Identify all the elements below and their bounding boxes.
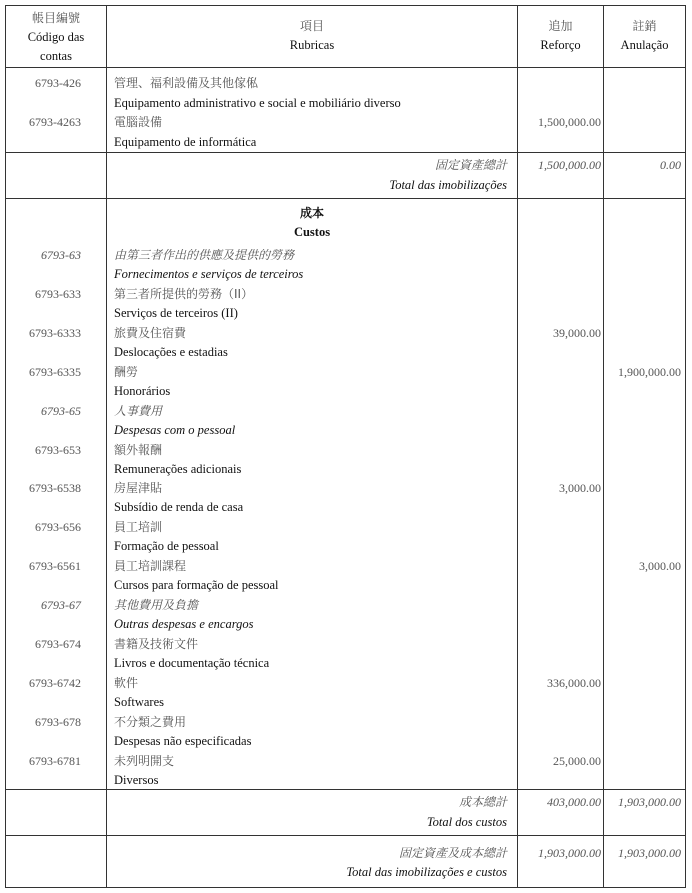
costs-total-ann: 1,903,000.00 [618, 795, 681, 809]
grid-line-header-bottom [5, 67, 686, 68]
costs-row-zh: 書籍及技術文件 [114, 637, 199, 651]
costs-row-code: 6793-653 [35, 443, 81, 457]
assets-row-code: 6793-4263 [29, 115, 81, 129]
costs-row-zh: 員工培訓 [114, 520, 163, 534]
header-rubric-zh: 項目 [299, 19, 324, 33]
costs-row-zh: 員工培訓課程 [114, 559, 187, 573]
costs-row-pt: Despesas com o pessoal [114, 423, 236, 437]
costs-title-zh: 成本 [299, 206, 324, 220]
costs-row-zh: 第三者所提供的勞務（II） [114, 287, 254, 301]
header-code-zh: 帳目編號 [31, 11, 80, 25]
costs-row-pt: Diversos [114, 773, 159, 787]
costs-row-zh: 旅費及住宿費 [114, 326, 187, 340]
costs-row-zh: 房屋津貼 [114, 481, 163, 495]
grand-total-add: 1,903,000.00 [538, 846, 601, 860]
header-code-pt-line2: contas [40, 49, 72, 63]
assets-total-pt: Total das imobilizações [389, 178, 507, 192]
costs-row-code: 6793-6742 [29, 676, 81, 690]
costs-row-code: 6793-6333 [29, 326, 81, 340]
header-ann-zh: 註銷 [632, 19, 657, 33]
costs-row-pt: Softwares [114, 695, 164, 709]
costs-row-pt: Livros e documentação técnica [114, 656, 270, 670]
costs-row-pt: Formação de pessoal [114, 539, 219, 553]
costs-row-add: 39,000.00 [553, 326, 601, 340]
grid-col-rubric [517, 5, 518, 887]
costs-title-pt: Custos [293, 225, 331, 239]
costs-row-zh: 由第三者作出的供應及提供的勞務 [114, 248, 295, 262]
costs-row-pt: Deslocações e estadias [114, 345, 228, 359]
costs-row-zh: 人事費用 [114, 404, 163, 418]
header-code-pt-line1: Código das [27, 30, 85, 44]
costs-row-pt: Serviços de terceiros (II) [114, 306, 238, 320]
header-add-pt: Reforço [540, 38, 581, 52]
costs-total-pt: Total dos custos [426, 815, 507, 829]
assets-row-code: 6793-426 [35, 76, 81, 90]
costs-total-zh: 成本總計 [458, 795, 507, 809]
costs-row-zh: 軟件 [114, 676, 139, 690]
costs-row-pt: Outras despesas e encargos [114, 617, 254, 631]
costs-row-code: 6793-656 [35, 520, 81, 534]
grid-col-code [106, 5, 107, 887]
header-add-zh: 追加 [548, 19, 573, 33]
costs-row-code: 6793-6335 [29, 365, 81, 379]
costs-total-add: 403,000.00 [547, 795, 601, 809]
assets-row-pt: Equipamento de informática [114, 135, 257, 149]
costs-row-code: 6793-63 [41, 248, 81, 262]
grand-total-ann: 1,903,000.00 [618, 846, 681, 860]
header-ann-pt: Anulação [620, 38, 669, 52]
grid-col-right [685, 5, 686, 887]
assets-row-zh: 電腦設備 [114, 115, 163, 129]
costs-row-zh: 未列明開支 [114, 754, 175, 768]
costs-row-add: 336,000.00 [547, 676, 601, 690]
grand-total-pt: Total das imobilizações e custos [346, 865, 507, 879]
costs-row-code: 6793-6538 [29, 481, 81, 495]
header-rubric-pt: Rubricas [289, 38, 335, 52]
grid-line-top [5, 5, 686, 6]
costs-row-code: 6793-6561 [29, 559, 81, 573]
costs-row-add: 3,000.00 [559, 481, 601, 495]
costs-row-pt: Cursos para formação de pessoal [114, 578, 279, 592]
assets-total-ann: 0.00 [660, 158, 681, 172]
costs-row-zh: 不分類之費用 [114, 715, 187, 729]
grid-line-bottom [5, 887, 686, 888]
costs-row-ann: 1,900,000.00 [618, 365, 681, 379]
costs-row-ann: 3,000.00 [639, 559, 681, 573]
assets-total-add: 1,500,000.00 [538, 158, 601, 172]
assets-row-pt: Equipamento administrativo e social e mobiliário diverso [114, 96, 401, 110]
grid-line-costs-bottom [5, 789, 686, 790]
grid-line-assets-bottom [5, 152, 686, 153]
costs-row-zh: 額外報酬 [114, 443, 163, 457]
assets-total-zh: 固定資產總計 [434, 158, 507, 172]
costs-row-code: 6793-6781 [29, 754, 81, 768]
costs-row-pt: Despesas não especificadas [114, 734, 252, 748]
costs-row-code: 6793-633 [35, 287, 81, 301]
costs-row-pt: Fornecimentos e serviços de terceiros [114, 267, 304, 281]
costs-row-zh: 其他費用及負擔 [114, 598, 199, 612]
grid-line-costs-total-bottom [5, 835, 686, 836]
costs-row-zh: 酬勞 [114, 365, 139, 379]
assets-row-zh: 管理、福利設備及其他傢俬 [114, 76, 259, 90]
costs-row-pt: Remunerações adicionais [114, 462, 242, 476]
costs-row-code: 6793-65 [41, 404, 81, 418]
grid-col-add [603, 5, 604, 887]
grand-total-zh: 固定資產及成本總計 [398, 846, 507, 860]
assets-row-add: 1,500,000.00 [538, 115, 601, 129]
costs-row-pt: Honorários [114, 384, 171, 398]
costs-row-pt: Subsídio de renda de casa [114, 500, 244, 514]
grid-line-assets-total-bottom [5, 198, 686, 199]
costs-row-code: 6793-678 [35, 715, 81, 729]
costs-row-add: 25,000.00 [553, 754, 601, 768]
costs-row-code: 6793-674 [35, 637, 81, 651]
costs-row-code: 6793-67 [41, 598, 81, 612]
